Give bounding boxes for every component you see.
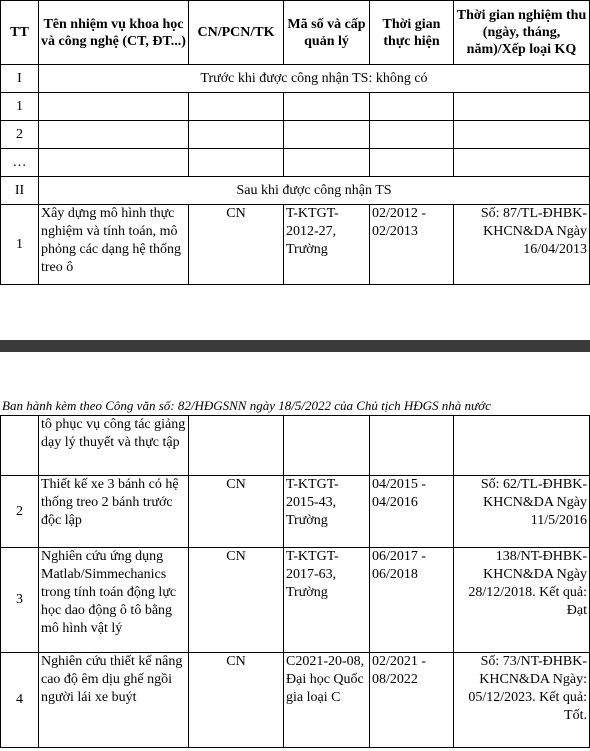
row-code: T-KTGT-2015-43, Trường <box>284 476 370 548</box>
row-task: Nghiên cứu ứng dụng Matlab/Simmechanics trong tính toán động lực học dao động ô tô bằng mô hình vật lý <box>39 548 189 653</box>
section-after-label: II <box>1 177 39 205</box>
row-task: Xây dựng mô hình thực nghiệm và tính toán, mô phỏng các dạng hệ thống treo ô <box>39 205 189 285</box>
section-after-text: Sau khi được công nhận TS <box>39 177 590 205</box>
header-time: Thời gian thực hiện <box>370 1 454 65</box>
row-role: CN <box>189 205 284 285</box>
row-tt: 2 <box>1 476 39 548</box>
row-task: Thiết kế xe 3 bánh có hệ thống treo 2 bánh trước độc lập <box>39 476 189 548</box>
continued-task-text: tô phục vụ công tác giảng dạy lý thuyết và thực tập <box>39 416 189 476</box>
header-code: Mã số và cấp quản lý <box>284 1 370 65</box>
table-row <box>1 476 590 548</box>
row-code: T-KTGT-2017-63, Trường <box>284 548 370 653</box>
row-code: C2021-20-08, Đại học Quốc gia loại C <box>284 653 370 748</box>
row-accept: Số: 62/TL-ĐHBK-KHCN&DA Ngày 11/5/2016 <box>454 476 590 548</box>
page-break-bar <box>0 340 590 352</box>
row-role: CN <box>189 653 284 748</box>
empty-row <box>1 121 590 149</box>
research-table-page-2 <box>0 415 590 748</box>
header-role: CN/PCN/TK <box>189 1 284 65</box>
row-time: 02/2012 - 02/2013 <box>370 205 454 285</box>
header-tt: TT <box>1 1 39 65</box>
row-time: 06/2017 - 06/2018 <box>370 548 454 653</box>
section-before-text: Trước khi được công nhận TS: không có <box>39 65 590 93</box>
row-accept: Số: 87/TL-ĐHBK-KHCN&DA Ngày 16/04/2013 <box>454 205 590 285</box>
row-accept: Số: 73/NT-ĐHBK-KHCN&DA Ngày: 05/12/2023. Kết quả: Tốt. <box>454 653 590 748</box>
page-header-note: Ban hành kèm theo Công văn số: 82/HĐGSNN ngày 18/5/2022 của Chủ tịch HĐGS nhà nước <box>2 398 491 413</box>
row-code: T-KTGT-2012-27, Trường <box>284 205 370 285</box>
row-task: Nghiên cứu thiết kế nâng cao độ êm dịu ghế ngồi người lái xe buýt <box>39 653 189 748</box>
empty-row-label: … <box>1 149 39 177</box>
empty-row <box>1 93 590 121</box>
row-role: CN <box>189 476 284 548</box>
table-row <box>1 205 590 285</box>
section-before-label: I <box>1 65 39 93</box>
header-accept: Thời gian nghiệm thu (ngày, tháng, năm)/Xếp loại KQ <box>454 1 590 65</box>
table-row <box>1 548 590 653</box>
empty-row-label: 2 <box>1 121 39 149</box>
header-task: Tên nhiệm vụ khoa học và công nghệ (CT, ĐT...) <box>39 1 189 65</box>
empty-row <box>1 149 590 177</box>
section-row-after <box>1 177 590 205</box>
table-header-row <box>1 1 590 65</box>
research-table-page-1 <box>0 0 590 285</box>
empty-row-label: 1 <box>1 93 39 121</box>
row-tt: 1 <box>1 205 39 285</box>
continued-row <box>1 416 590 476</box>
row-accept: 138/NT-ĐHBK-KHCN&DA Ngày 28/12/2018. Kết quả: Đạt <box>454 548 590 653</box>
row-time: 02/2021 - 08/2022 <box>370 653 454 748</box>
table-row <box>1 653 590 748</box>
row-time: 04/2015 - 04/2016 <box>370 476 454 548</box>
section-row-before <box>1 65 590 93</box>
row-role: CN <box>189 548 284 653</box>
row-tt: 4 <box>1 653 39 748</box>
row-tt: 3 <box>1 548 39 653</box>
